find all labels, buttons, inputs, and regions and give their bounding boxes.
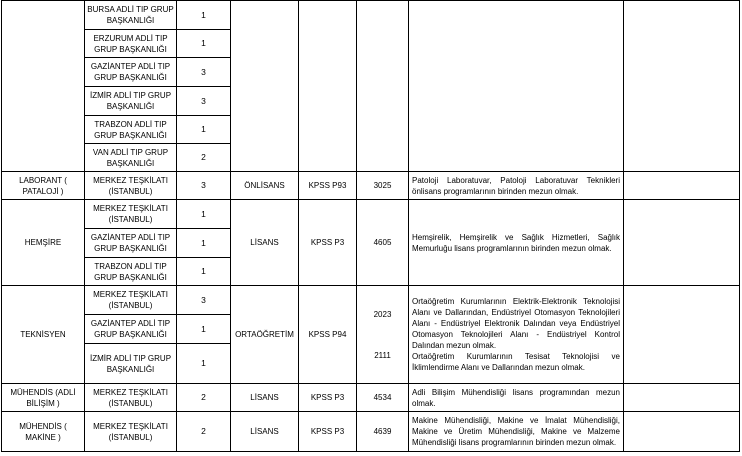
- count-cell: 3: [177, 172, 231, 200]
- education-cell: ÖNLİSANS: [231, 172, 299, 200]
- description-cell: Hemşirelik, Hemşirelik ve Sağlık Hizmetleri, Sağlık Memurluğu lisans programlarının birinden mezun olmak.: [409, 200, 624, 286]
- position-title-cell: HEMŞİRE: [2, 200, 85, 286]
- notes-cell: [624, 384, 740, 412]
- description-cell: Patoloji Laboratuvar, Patoloji Laboratuvar Teknikleri önlisans programlarının birinden mezun olmak.: [409, 172, 624, 200]
- count-cell: 2: [177, 412, 231, 452]
- position-title-cell: LABORANT ( PATALOJİ ): [2, 172, 85, 200]
- description-cell: [409, 1, 624, 172]
- unit-cell: MERKEZ TEŞKİLATI (İSTANBUL): [85, 384, 177, 412]
- notes-cell: [624, 172, 740, 200]
- notes-cell: [624, 412, 740, 452]
- table-row: [2, 384, 740, 412]
- count-cell: 1: [177, 229, 231, 258]
- code-cell: 4605: [357, 200, 409, 286]
- count-cell: 2: [177, 384, 231, 412]
- description-1: Ortaöğretim Kurumlarının Elektrik-Elektronik Teknolojisi Alanı ve Dallarından, Endüstriyel Otomasyon Teknolojileri Alanı - Endüstriyel Elektronik Dalından veya Endüstriyel Otomasyon Teknolojileri Alanı - Endüstriyel Kontrol Dalından mezun olmak.: [412, 297, 620, 350]
- table-row: [2, 412, 740, 452]
- notes-cell: [624, 200, 740, 286]
- kpss-cell: KPSS P3: [299, 200, 357, 286]
- code-cell: 4639: [357, 412, 409, 452]
- count-cell: 1: [177, 200, 231, 229]
- description-cell: Makine Mühendisliği, Makine ve İmalat Mühendisliği, Makine ve Üretim Mühendisliği, Makine ve Malzeme Mühendisliği lisans programlarının birinden mezun olmak.: [409, 412, 624, 452]
- unit-cell: VAN ADLİ TIP GRUP BAŞKANLIĞI: [85, 144, 177, 172]
- staff-positions-table: [1, 0, 740, 452]
- unit-cell: MERKEZ TEŞKİLATI (İSTANBUL): [85, 412, 177, 452]
- count-cell: 1: [177, 315, 231, 344]
- description-cell: [409, 286, 624, 384]
- education-cell: LİSANS: [231, 412, 299, 452]
- count-cell: 1: [177, 258, 231, 286]
- position-title-cell: MÜHENDİS (ADLİ BİLİŞİM ): [2, 384, 85, 412]
- kpss-cell: [299, 1, 357, 172]
- unit-cell: GAZİANTEP ADLİ TIP GRUP BAŞKANLIĞI: [85, 315, 177, 344]
- unit-cell: TRABZON ADLİ TIP GRUP BAŞKANLIĞI: [85, 258, 177, 286]
- description-cell: Adli Bilişim Mühendisliği lisans programından mezun olmak.: [409, 384, 624, 412]
- unit-cell: MERKEZ TEŞKİLATI (İSTANBUL): [85, 172, 177, 200]
- notes-cell: [624, 286, 740, 384]
- table-row: [2, 200, 740, 229]
- kpss-cell: KPSS P94: [299, 286, 357, 384]
- position-title-cell: TEKNİSYEN: [2, 286, 85, 384]
- table-row: [2, 1, 740, 30]
- description-2: Ortaöğretim Kurumlarının Tesisat Teknolojisi ve İklimlendirme Alanı ve Dallarından mezun olmak.: [412, 352, 620, 372]
- count-cell: 2: [177, 144, 231, 172]
- education-cell: LİSANS: [231, 384, 299, 412]
- unit-cell: GAZİANTEP ADLİ TIP GRUP BAŞKANLIĞI: [85, 229, 177, 258]
- position-title-cell: MÜHENDİS ( MAKİNE ): [2, 412, 85, 452]
- count-cell: 1: [177, 30, 231, 58]
- unit-cell: İZMİR ADLİ TIP GRUP BAŞKANLIĞI: [85, 344, 177, 384]
- code-cell: [357, 1, 409, 172]
- kpss-cell: KPSS P3: [299, 384, 357, 412]
- code-cell: 3025: [357, 172, 409, 200]
- unit-cell: MERKEZ TEŞKİLATI (İSTANBUL): [85, 200, 177, 229]
- count-cell: 3: [177, 58, 231, 87]
- education-cell: ORTAÖĞRETİM: [231, 286, 299, 384]
- count-cell: 3: [177, 87, 231, 116]
- table-row: [2, 286, 740, 315]
- code-2: 2111: [374, 350, 391, 360]
- unit-cell: İZMİR ADLİ TIP GRUP BAŞKANLIĞI: [85, 87, 177, 116]
- notes-cell: [624, 1, 740, 172]
- kpss-cell: KPSS P3: [299, 412, 357, 452]
- position-title-cell: [2, 1, 85, 172]
- unit-cell: GAZİANTEP ADLİ TIP GRUP BAŞKANLIĞI: [85, 58, 177, 87]
- count-cell: 1: [177, 344, 231, 384]
- code-1: 2023: [373, 309, 392, 319]
- unit-cell: ERZURUM ADLİ TIP GRUP BAŞKANLIĞI: [85, 30, 177, 58]
- count-cell: 1: [177, 116, 231, 144]
- count-cell: 3: [177, 286, 231, 315]
- education-cell: LİSANS: [231, 200, 299, 286]
- kpss-cell: KPSS P93: [299, 172, 357, 200]
- unit-cell: TRABZON ADLİ TIP GRUP BAŞKANLIĞI: [85, 116, 177, 144]
- count-cell: 1: [177, 1, 231, 30]
- unit-cell: MERKEZ TEŞKİLATI (İSTANBUL): [85, 286, 177, 315]
- unit-cell: BURSA ADLİ TIP GRUP BAŞKANLIĞI: [85, 1, 177, 30]
- code-cell: 4534: [357, 384, 409, 412]
- code-cell: [357, 286, 409, 384]
- table-row: [2, 172, 740, 200]
- education-cell: [231, 1, 299, 172]
